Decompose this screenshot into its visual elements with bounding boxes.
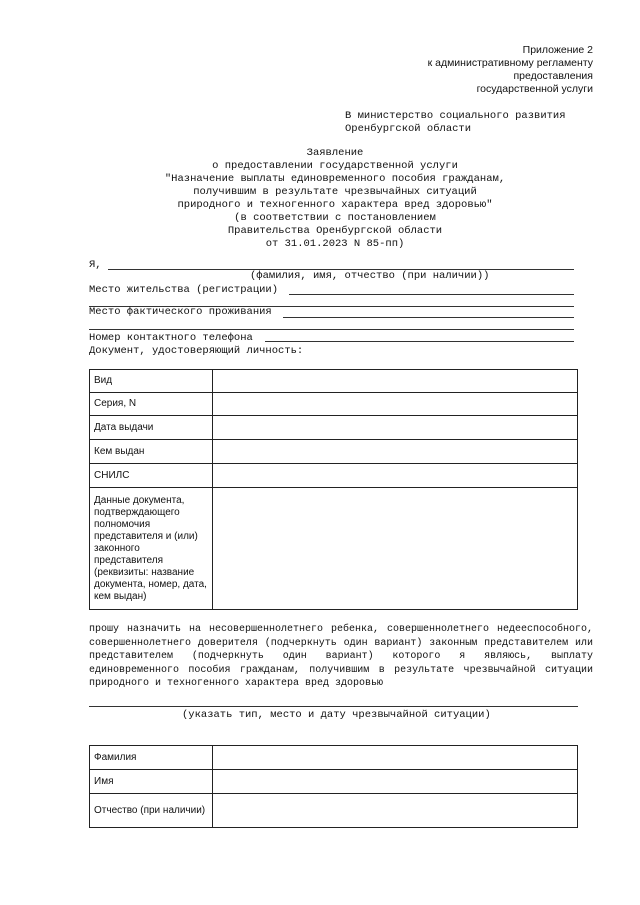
request-paragraph — [89, 623, 593, 691]
table-row — [90, 393, 578, 416]
document-type-field[interactable] — [213, 370, 578, 393]
addressee-line: Оренбургской области — [345, 123, 472, 135]
row-label-patronymic: Отчество (при наличии) — [90, 794, 213, 828]
row-label-representative-document: Данные документа, подтверждающего полномочия представителя и (или) законного представителя (реквизиты: название документа, номер, дата, кем выдан) — [90, 488, 213, 610]
table-row — [90, 370, 578, 393]
appendix-line: Приложение 2 — [522, 44, 593, 56]
document-series-field[interactable] — [213, 393, 578, 416]
title-line: "Назначение выплаты единовременного пособия гражданам, — [164, 173, 506, 185]
appendix-line: к административному регламенту — [427, 57, 593, 69]
surname-field[interactable] — [213, 746, 578, 770]
row-label-type: Вид — [90, 370, 213, 393]
issued-by-field[interactable] — [213, 440, 578, 464]
appendix-header — [373, 44, 593, 96]
document-title — [150, 147, 520, 251]
title-line: природного и техногенного характера вред здоровью" — [177, 199, 493, 211]
row-label-surname: Фамилия — [90, 746, 213, 770]
phone-label: Номер контактного телефона — [89, 332, 253, 344]
addressee-line: В министерство социального развития — [345, 110, 566, 122]
row-label-name: Имя — [90, 770, 213, 794]
patronymic-field[interactable] — [213, 794, 578, 828]
residence-label: Место жительства (регистрации) — [89, 284, 279, 296]
table-row — [90, 464, 578, 488]
emergency-field[interactable] — [89, 706, 578, 707]
table-row — [90, 416, 578, 440]
appendix-line: государственной услуги — [476, 83, 593, 95]
identity-document-table — [89, 369, 578, 610]
title-line: получившим в результате чрезвычайных ситуаций — [193, 186, 477, 198]
title-line: Правительства Оренбургской области — [227, 225, 443, 237]
table-row — [90, 746, 578, 770]
table-row — [90, 794, 578, 828]
identity-document-label: Документ, удостоверяющий личность: — [89, 345, 304, 357]
actual-residence-label: Место фактического проживания — [89, 306, 272, 318]
title-line: от 31.01.2023 N 85-пп) — [265, 238, 405, 250]
actual-residence-field-line2[interactable] — [89, 329, 574, 330]
request-text: прошу назначить на несовершеннолетнего ребенка, совершеннолетнего недееспособного, совершеннолетнего доверителя (подчеркнуть один вариант) законным представителем или представителем (подчеркнуть один вариант) которого я являюсь, выплату единовременного пособия гражданам, получившим в результате чрезвычайной ситуации природного и техногенного характера вред здоровью — [89, 624, 593, 690]
issue-date-field[interactable] — [213, 416, 578, 440]
row-label-series: Серия, N — [90, 393, 213, 416]
representative-document-field[interactable] — [213, 488, 578, 610]
table-row — [90, 770, 578, 794]
addressee-block — [345, 110, 605, 136]
row-label-issue-date: Дата выдачи — [90, 416, 213, 440]
i-label: Я, — [89, 259, 102, 271]
appendix-line: предоставления — [513, 70, 593, 82]
title-line: Заявление — [306, 147, 364, 159]
snils-field[interactable] — [213, 464, 578, 488]
row-label-snils: СНИЛС — [90, 464, 213, 488]
fio-caption: (фамилия, имя, отчество (при наличии)) — [250, 270, 490, 282]
residence-field[interactable] — [289, 294, 574, 295]
title-line: о предоставлении государственной услуги — [212, 160, 458, 172]
row-label-issued-by: Кем выдан — [90, 440, 213, 464]
emergency-caption: (указать тип, место и дату чрезвычайной ситуации) — [182, 709, 491, 721]
person-table — [89, 745, 578, 828]
table-row — [90, 488, 578, 610]
title-line: (в соответствии с постановлением — [234, 212, 436, 224]
table-row — [90, 440, 578, 464]
phone-field[interactable] — [265, 341, 574, 342]
actual-residence-field[interactable] — [283, 317, 574, 318]
name-field[interactable] — [213, 770, 578, 794]
